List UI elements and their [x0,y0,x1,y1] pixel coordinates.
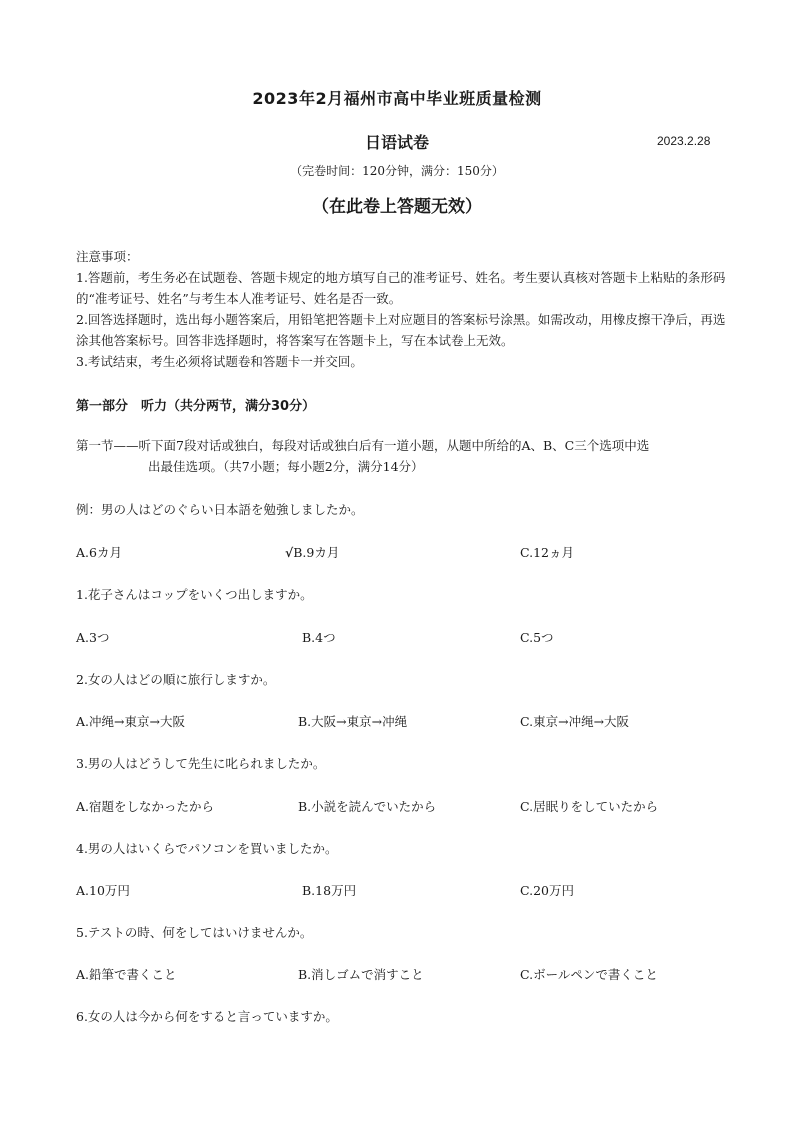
question-2: 2.女の人はどの順に旅行しますか。 [76,672,276,687]
notes-item-2: 2.回答选择题时，选出每小题答案后，用铅笔把答题卡上对应题目的答案标号涂黑。如需改动，用橡皮擦干净后，再选涂其他答案标号。回答非选择题时，将答案写在答题卡上，写在本试卷上无效。 [76,312,726,348]
part1-heading: 第一部分 听力（共分两节，满分30分） [76,399,316,414]
q5-option-a: A.鉛筆で書くこと [76,967,177,982]
notes-item-3: 3.考试结束，考生必须将试题卷和答题卡一并交回。 [76,354,363,369]
q4-option-c: C.20万円 [520,883,574,898]
example-option-a: A.6カ月 [76,545,122,560]
example-question: 例：男の人はどのぐらい日本語を勉強しましたか。 [76,502,364,517]
exam-date: 2023.2.28 [657,134,711,148]
example-option-b [285,543,339,561]
section1-line1: 第一节——听下面7段对话或独白，每段对话或独白后有一道小题，从题中所给的A、B、C三个选项中选 [76,438,650,453]
exam-title: 2023年2月福州市高中毕业班质量检测 [252,89,542,108]
notes-item-1: 1.答题前，考生务必在试题卷、答题卡规定的地方填写自己的准考证号、姓名。考生要认真核对答题卡上粘贴的条形码的“准考证号、姓名”与考生本人准考证号、姓名是否一致。 [76,270,726,306]
notes-section [76,246,726,372]
q5-option-b: B.消しゴムで消すこと [298,967,424,982]
q1-option-a: A.3つ [76,630,110,645]
question-6: 6.女の人は今から何をすると言っていますか。 [76,1009,338,1024]
exam-subject: 日语试卷 [364,133,429,152]
q1-option-b: B.4つ [302,630,336,645]
q4-option-b: B.18万円 [302,883,357,898]
invalid-note: （在此卷上答题无效） [312,197,482,217]
question-3: 3.男の人はどうして先生に叱られましたか。 [76,756,326,771]
exam-meta: （完卷时间：120分钟，满分：150分） [290,164,504,178]
q2-option-a: A.冲绳→東京→大阪 [76,714,185,729]
q3-option-b: B.小説を読んでいたから [298,799,437,814]
example-option-c: C.12ヵ月 [520,545,574,560]
section1-instructions [76,435,724,477]
q2-option-c: C.東京→冲绳→大阪 [520,714,630,729]
question-1: 1.花子さんはコップをいくつ出しますか。 [76,587,313,602]
example-option-b-label: B.9カ月 [293,545,340,560]
section1-line2: 出最佳选项。（共7小题；每小题2分，满分14分） [148,459,424,474]
check-mark-icon: √ [285,545,294,560]
question-4: 4.男の人はいくらでパソコンを買いましたか。 [76,841,338,856]
q3-option-c: C.居眠りをしていたから [520,799,659,814]
q3-option-a: A.宿題をしなかったから [76,799,215,814]
q1-option-c: C.5つ [520,630,554,645]
q5-option-c: C.ボールペンで書くこと [520,967,658,982]
q4-option-a: A.10万円 [76,883,130,898]
notes-heading: 注意事项： [76,249,139,264]
q2-option-b: B.大阪→東京→冲绳 [298,714,408,729]
question-5: 5.テストの時、何をしてはいけませんか。 [76,925,313,940]
